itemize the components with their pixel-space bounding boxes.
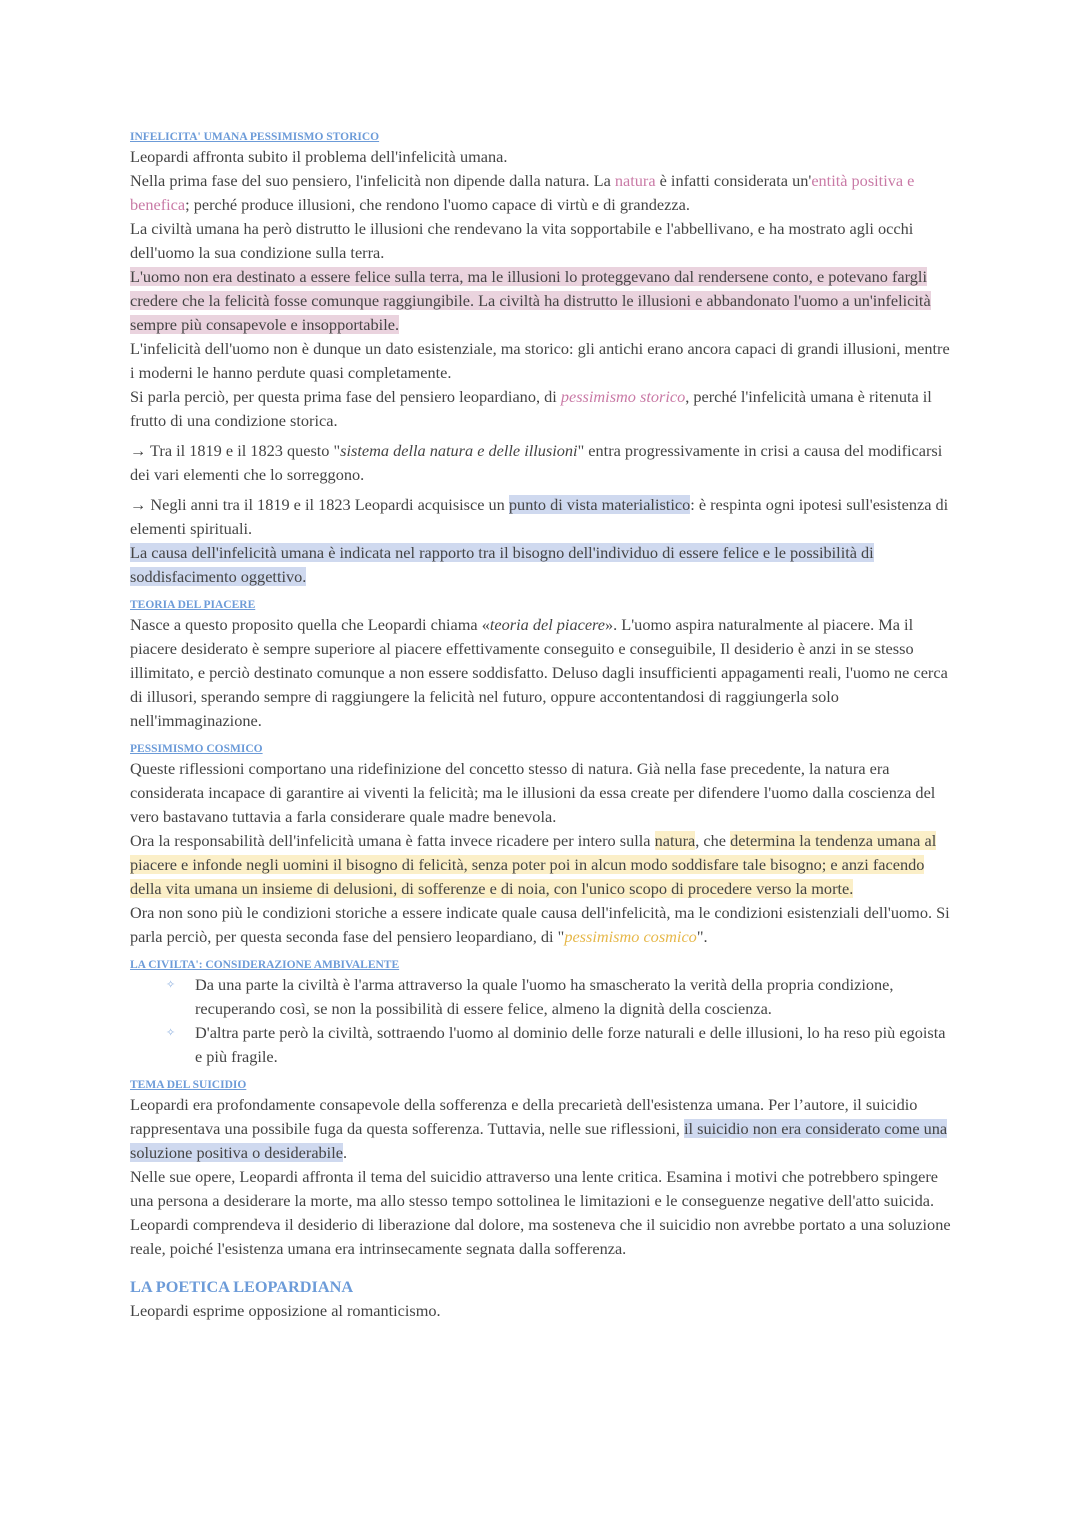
italic-term: teoria del piacere (489, 615, 606, 634)
paragraph (130, 265, 955, 337)
text-run: , perché l'infelicità umana è ritenuta il frutto di una condizione storica. (130, 387, 932, 430)
highlighted-text: natura (654, 831, 696, 850)
paragraph (130, 439, 955, 487)
text-run: Leopardi era profondamente consapevole della sofferenza e della precarietà dell'esistenza umana. Per l’autore, il suicidio rappresentava una possibile fuga da questa sofferenza. Tuttavia, nelle sue riflessioni, (130, 1095, 918, 1138)
paragraph (130, 1093, 955, 1165)
highlighted-text: La causa dell'infelicità umana è indicata nel rapporto tra il bisogno dell'individuo di essere felice e le possibilità di soddisfacimento oggettivo. (130, 543, 874, 586)
paragraph (130, 169, 955, 217)
paragraph: Nelle sue opere, Leopardi affronta il tema del suicidio attraverso una lente critica. Esamina i motivi che potrebbero spingere una persona a desiderare la morte, ma allo stesso tempo sottolinea le limitazioni e le conseguenze negative dell'atto suicida. Leopardi comprendeva il desiderio di liberazione dal dolore, ma sosteneva che il suicidio non avrebbe portato a una soluzione reale, poiché l'esistenza umana era intrinsecamente segnata dalla sofferenza. (130, 1167, 951, 1258)
text-run: . (342, 1143, 348, 1162)
diamond-bullet-icon: ✧ (166, 978, 176, 991)
text-run: è infatti considerata un' (655, 171, 812, 190)
colored-term: natura (614, 171, 656, 190)
highlighted-text: L'uomo non era destinato a essere felice sulla terra, ma le illusioni lo proteggevano dal rendersene conto, e potevano fargli credere che la felicità fosse comunque raggiungibile. La civiltà ha distrutto le illusioni e abbandonato l'uomo a un'infelicità sempre più consapevole e insopportabile. (130, 267, 931, 334)
highlighted-text: punto di vista materialistico (508, 495, 691, 514)
paragraph (130, 829, 955, 901)
list-item (130, 1021, 955, 1069)
text-run: ». L'uomo aspira naturalmente al piacere. Ma il piacere desiderato è sempre superiore al piacere effettivamente conseguito e conseguibile, Il desiderio è anzi in se stesso illimitato, e perciò destinato comunque a non essere soddisfatto. Deluso dagli insufficienti appagamenti reali, l'uomo ne cerca di illusori, sperando sempre di raggiungere la felicità nel futuro, oppure accontentandosi di raggiungerla solo nell'immaginazione. (130, 615, 948, 730)
highlighted-text: determina la tendenza umana al piacere e infonde negli uomini il bisogno di felicità, senza poter poi in alcun modo soddisfare tale bisogno; e anzi facendo della vita umana un insieme di delusioni, di sofferenze e di noia, con l'unico scopo di procedere verso la morte. (130, 831, 937, 898)
italic-term: sistema della natura e delle illusioni (340, 441, 578, 460)
text-run: , che (695, 831, 731, 850)
bullet-list (130, 973, 955, 1069)
text-run: " entra progressivamente in crisi a causa del modificarsi dei vari elementi che lo sorreggono. (130, 441, 943, 484)
paragraph: L'infelicità dell'uomo non è dunque un dato esistenziale, ma storico: gli antichi erano ancora capaci di grandi illusioni, mentre i moderni le hanno perdute quasi completamente. (130, 339, 950, 382)
colored-term: pessimismo cosmico (564, 927, 697, 946)
diamond-bullet-icon: ✧ (166, 1026, 176, 1039)
paragraph: Queste riflessioni comportano una ridefinizione del concetto stesso di natura. Già nella fase precedente, la natura era considerata incapace di garantire ai viventi la felicità; ma le illusioni da essa create per difendere l'uomo dalla coscienza del vero bastavano tuttavia a farla considerare quale madre benevola. (130, 759, 936, 826)
document-page (130, 129, 955, 1323)
text-run: ; perché produce illusioni, che rendono l'uomo capace di virtù e di grandezza. (185, 195, 690, 214)
list-item-text: Da una parte la civiltà è l'arma attraverso la quale l'uomo ha smascherato la verità della propria condizione, recuperando così, se non la possibilità di essere felice, almeno la dignità della coscienza. (195, 975, 894, 1018)
section-heading-civilta: LA CIVILTA': CONSIDERAZIONE AMBIVALENTE (130, 959, 400, 971)
section-heading-teoria-del-piacere: TEORIA DEL PIACERE (130, 599, 256, 611)
colored-term: entità positiva e benefica (130, 171, 915, 214)
paragraph (130, 493, 955, 541)
text-run: → Tra il 1819 e il 1823 questo " (130, 441, 341, 460)
paragraph: Leopardi affronta subito il problema dell'infelicità umana. (130, 147, 508, 166)
text-run: Nasce a questo proposito quella che Leopardi chiama « (130, 615, 490, 634)
text-run: Ora non sono più le condizioni storiche a essere indicate quale causa dell'infelicità, ma le condizioni esistenziali dell'uomo. Si parla perciò, per questa seconda fase del pensiero leopardiano, di " (130, 903, 950, 946)
list-item (130, 973, 955, 1021)
section-heading-poetica-leopardiana: LA POETICA LEOPARDIANA (130, 1277, 354, 1296)
text-run: : è respinta ogni ipotesi sull'esistenza di elementi spirituali. (130, 495, 949, 538)
text-run: → Negli anni tra il 1819 e il 1823 Leopardi acquisisce un (130, 495, 509, 514)
section-heading-pessimismo-cosmico: PESSIMISMO COSMICO (130, 743, 263, 755)
paragraph (130, 541, 955, 589)
paragraph (130, 901, 955, 949)
text-run: Si parla perciò, per questa prima fase del pensiero leopardiano, di (130, 387, 561, 406)
list-item-text: D'altra parte però la civiltà, sottraendo l'uomo al dominio delle forze naturali e delle illusioni, lo ha reso più egoista e più fragile. (195, 1023, 946, 1066)
text-run: ". (696, 927, 708, 946)
colored-term: pessimismo storico (560, 387, 686, 406)
paragraph (130, 385, 955, 433)
highlighted-text: il suicidio non era considerato come una soluzione positiva o desiderabile (130, 1119, 948, 1162)
text-run: Nella prima fase del suo pensiero, l'infelicità non dipende dalla natura. La (130, 171, 615, 190)
paragraph (130, 613, 955, 733)
section-heading-suicidio: TEMA DEL SUICIDIO (130, 1079, 247, 1091)
section-heading-pessimismo-storico: INFELICITA' UMANA PESSIMISMO STORICO (130, 131, 380, 143)
paragraph: Leopardi esprime opposizione al romanticismo. (130, 1301, 441, 1320)
paragraph: La civiltà umana ha però distrutto le illusioni che rendevano la vita sopportabile e l'abbellivano, e ha mostrato agli occhi dell'uomo la sua condizione sulla terra. (130, 219, 914, 262)
text-run: Ora la responsabilità dell'infelicità umana è fatta invece ricadere per intero sulla (130, 831, 655, 850)
